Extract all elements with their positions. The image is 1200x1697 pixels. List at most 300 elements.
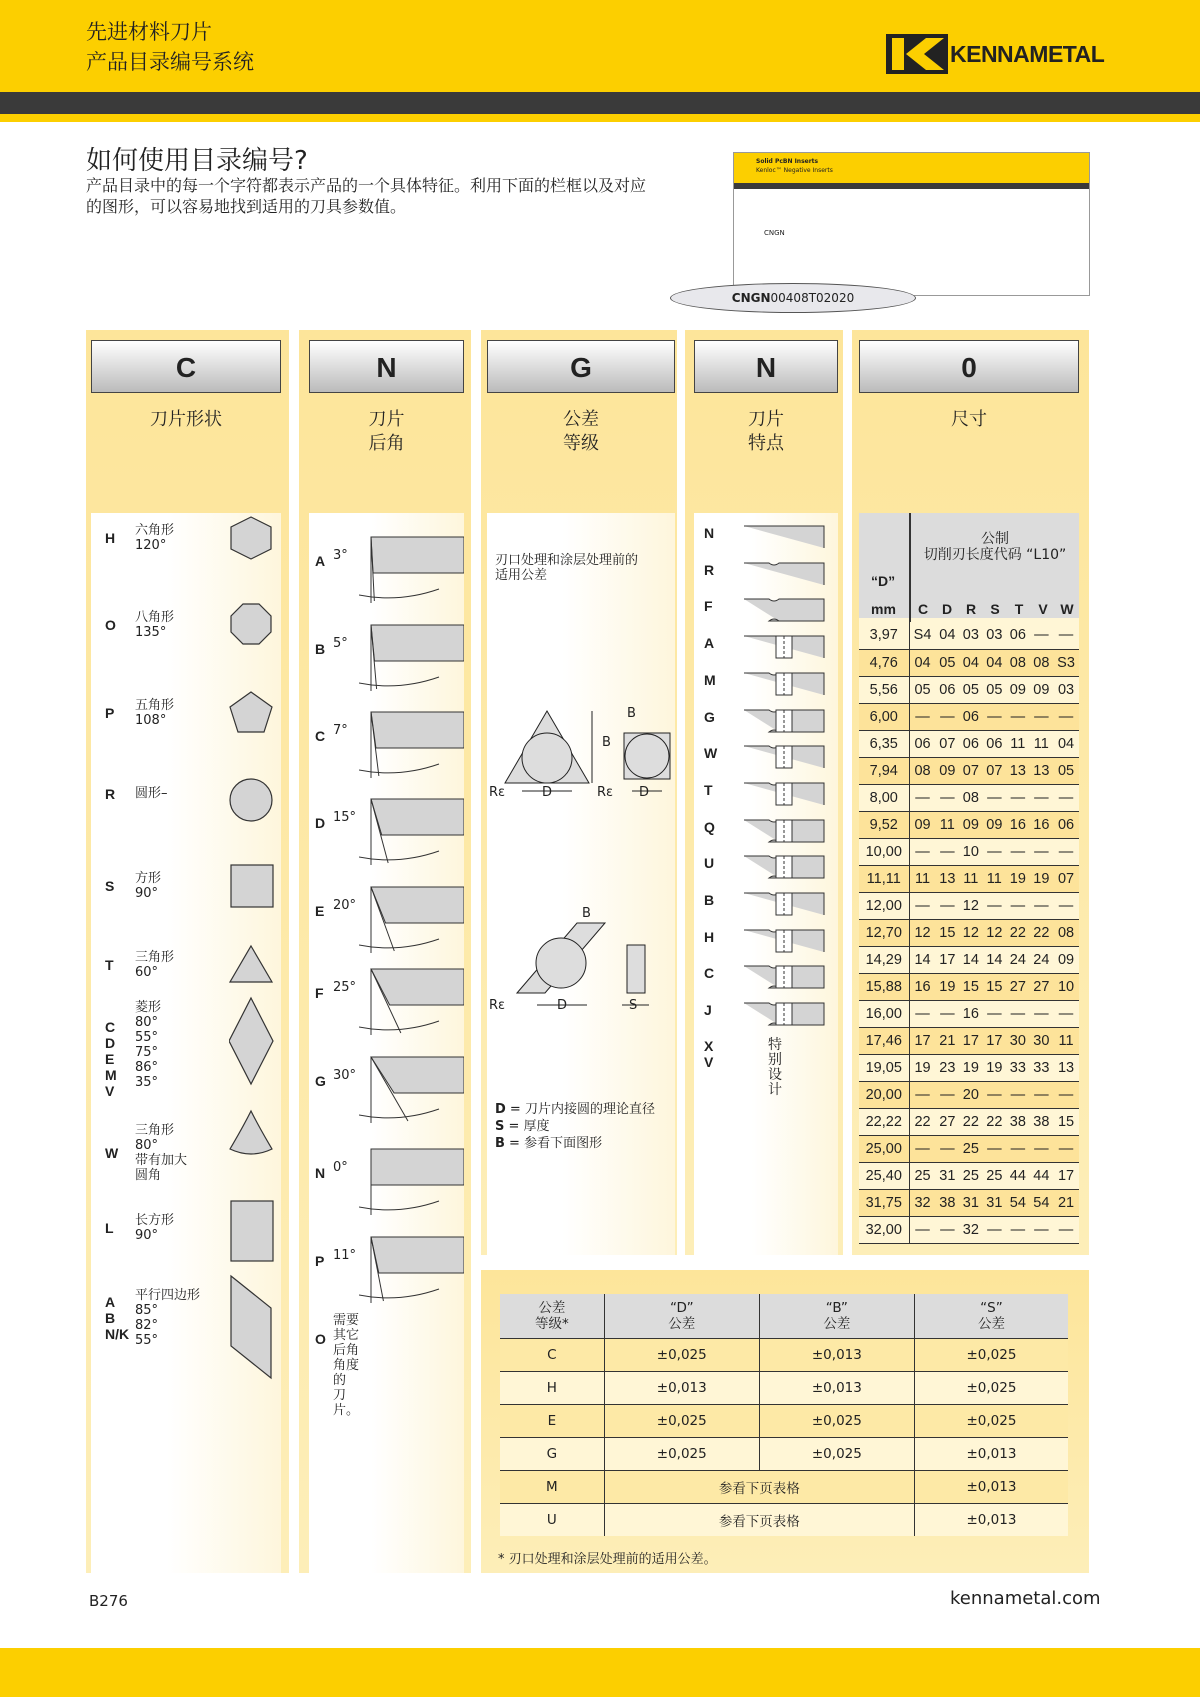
letter-box-features: N bbox=[694, 340, 838, 393]
cell: 07 bbox=[936, 730, 960, 757]
header-title: 先进材料刀片 bbox=[86, 20, 212, 44]
cell: 25 bbox=[983, 1162, 1007, 1189]
cell: ±0,025 bbox=[914, 1371, 1068, 1404]
cell: U bbox=[500, 1503, 604, 1536]
dim-d-label-3: D bbox=[557, 998, 568, 1013]
shape-panel bbox=[91, 513, 281, 1573]
cell: — bbox=[1053, 838, 1079, 865]
trigon-icon bbox=[229, 1109, 275, 1159]
cell: 参看下页表格 bbox=[604, 1503, 914, 1536]
feature-section-icon bbox=[744, 743, 826, 777]
cell: — bbox=[1030, 703, 1054, 730]
cell: 33 bbox=[1030, 1054, 1054, 1081]
rectangle-icon bbox=[229, 1199, 275, 1269]
d-value: 14,29 bbox=[859, 946, 909, 973]
cell: 11 bbox=[959, 865, 983, 892]
column-header: “B” 公差 bbox=[759, 1294, 914, 1338]
cell: — bbox=[983, 1000, 1007, 1027]
octagon-icon bbox=[229, 602, 275, 652]
feature-item-F bbox=[694, 596, 838, 626]
cell: — bbox=[909, 1000, 936, 1027]
cell: 09 bbox=[983, 811, 1007, 838]
legend-item bbox=[495, 1118, 655, 1135]
cell: 04 bbox=[983, 649, 1007, 676]
cell: 19 bbox=[1006, 865, 1030, 892]
cell: — bbox=[909, 1135, 936, 1162]
dim-d-label-2: D bbox=[639, 785, 650, 800]
cell: ±0,025 bbox=[759, 1404, 914, 1437]
cell: 07 bbox=[983, 757, 1007, 784]
table-row bbox=[859, 1108, 1079, 1135]
dim-r-label-2: Rε bbox=[597, 785, 614, 800]
table-row bbox=[859, 1081, 1079, 1108]
cell: 11 bbox=[1030, 730, 1054, 757]
cell: 11 bbox=[1006, 730, 1030, 757]
feature-code: C bbox=[704, 965, 715, 982]
shape-code: W bbox=[105, 1145, 119, 1161]
clearance-angle: 11° bbox=[333, 1248, 357, 1263]
cell: 31 bbox=[959, 1189, 983, 1216]
clearance-angle: 7° bbox=[333, 723, 348, 738]
cell: 11 bbox=[909, 865, 936, 892]
pentagon-icon bbox=[229, 690, 275, 740]
table-row bbox=[500, 1371, 1068, 1404]
d-value: 17,46 bbox=[859, 1027, 909, 1054]
dim-b-label-2: B bbox=[627, 706, 636, 721]
d-value: 20,00 bbox=[859, 1081, 909, 1108]
cell: ±0,013 bbox=[604, 1371, 759, 1404]
dim-d-label: D bbox=[542, 785, 553, 800]
cell: 16 bbox=[959, 1000, 983, 1027]
legend-value: = 刀片内接圆的理论直径 bbox=[505, 1102, 655, 1117]
shape-name: 六角形 120° bbox=[135, 523, 175, 553]
column-header: 公差 等级* bbox=[500, 1294, 604, 1338]
cell: 15 bbox=[936, 919, 960, 946]
circle-icon bbox=[229, 778, 275, 828]
letter-box-size: 0 bbox=[859, 340, 1079, 393]
legend-key: S bbox=[495, 1119, 505, 1134]
clearance-item-C bbox=[309, 688, 464, 773]
cell: 27 bbox=[1006, 973, 1030, 1000]
cell: — bbox=[1006, 784, 1030, 811]
cell: 04 bbox=[959, 649, 983, 676]
legend-item bbox=[495, 1101, 655, 1118]
feature-code: W bbox=[704, 745, 718, 762]
cell: — bbox=[1053, 1216, 1079, 1243]
table-row bbox=[859, 1216, 1079, 1243]
feature-item-B bbox=[694, 890, 838, 920]
cell: 09 bbox=[959, 811, 983, 838]
d-value: 15,88 bbox=[859, 973, 909, 1000]
cell: C bbox=[500, 1338, 604, 1371]
feature-code: X V bbox=[704, 1038, 714, 1070]
label-size: 尺寸 bbox=[951, 409, 987, 430]
cell: 31 bbox=[983, 1189, 1007, 1216]
cell: 17 bbox=[936, 946, 960, 973]
d-value: 16,00 bbox=[859, 1000, 909, 1027]
feature-special-text: 特别 设计 bbox=[768, 1037, 782, 1098]
cell: 12 bbox=[983, 919, 1007, 946]
cell: 54 bbox=[1006, 1189, 1030, 1216]
cell: — bbox=[983, 1081, 1007, 1108]
dim-r-label-3: Rε bbox=[489, 998, 506, 1013]
cell: 07 bbox=[1053, 865, 1079, 892]
d-value: 32,00 bbox=[859, 1216, 909, 1243]
shape-code: L bbox=[105, 1220, 114, 1236]
cell: 32 bbox=[959, 1216, 983, 1243]
dim-b-label: B bbox=[602, 735, 611, 750]
table-row bbox=[500, 1437, 1068, 1470]
clearance-other-text: 需要其它 后角角度的 刀片。 bbox=[333, 1313, 360, 1418]
cell: — bbox=[983, 838, 1007, 865]
d-value: 25,00 bbox=[859, 1135, 909, 1162]
feature-code: U bbox=[704, 855, 715, 872]
d-value: 22,22 bbox=[859, 1108, 909, 1135]
catalog-number-callout bbox=[670, 283, 916, 313]
cell: 15 bbox=[959, 973, 983, 1000]
tolerance-table bbox=[500, 1294, 1068, 1536]
clearance-code: B bbox=[315, 641, 326, 657]
clearance-item-E bbox=[309, 863, 464, 948]
feature-section-icon bbox=[744, 596, 826, 630]
table-row bbox=[859, 703, 1079, 730]
cell: ±0,025 bbox=[604, 1404, 759, 1437]
kennametal-k-icon bbox=[886, 34, 948, 74]
metric-col-header: V bbox=[1038, 601, 1048, 617]
cell: — bbox=[983, 784, 1007, 811]
cell: 19 bbox=[983, 1054, 1007, 1081]
table-row bbox=[859, 622, 1079, 649]
cell: — bbox=[936, 1081, 960, 1108]
header-yellow-stripe bbox=[0, 114, 1200, 122]
clearance-code: D bbox=[315, 815, 326, 831]
shape-code: O bbox=[105, 617, 116, 633]
page-heading: 如何使用目录编号? bbox=[86, 146, 308, 176]
cell: 05 bbox=[983, 676, 1007, 703]
kennametal-logo bbox=[886, 34, 1104, 74]
column-header: “S” 公差 bbox=[914, 1294, 1068, 1338]
metric-col-header: W bbox=[1060, 601, 1074, 617]
feature-section-icon bbox=[744, 1000, 826, 1034]
feature-code: G bbox=[704, 708, 715, 725]
shape-code: C D E M V bbox=[105, 1019, 117, 1099]
triangle-square-diagram bbox=[487, 703, 675, 793]
cell: 19 bbox=[1030, 865, 1054, 892]
cell: 32 bbox=[909, 1189, 936, 1216]
tolerance-panel bbox=[487, 513, 675, 1255]
cell: 17 bbox=[959, 1027, 983, 1054]
table-row bbox=[859, 649, 1079, 676]
cell: 15 bbox=[1053, 1108, 1079, 1135]
feature-item-A bbox=[694, 633, 838, 663]
cell: 38 bbox=[936, 1189, 960, 1216]
cell: 09 bbox=[909, 811, 936, 838]
cell: 12 bbox=[959, 919, 983, 946]
clearance-item-N bbox=[309, 1125, 464, 1210]
clearance-code: A bbox=[315, 553, 326, 569]
shape-name: 三角形 60° bbox=[135, 950, 175, 980]
cell: 21 bbox=[1053, 1189, 1079, 1216]
cell: — bbox=[1030, 1216, 1054, 1243]
shape-name: 方形 90° bbox=[135, 871, 162, 901]
feature-code: J bbox=[704, 1002, 712, 1019]
catalog-page-thumbnail bbox=[733, 152, 1090, 296]
clearance-angle: 3° bbox=[333, 548, 348, 563]
cell: 38 bbox=[1006, 1108, 1030, 1135]
cell: 06 bbox=[1006, 622, 1030, 649]
feature-section-icon bbox=[744, 780, 826, 814]
feature-code: H bbox=[704, 928, 715, 945]
cell: 11 bbox=[1053, 1027, 1079, 1054]
table-row bbox=[859, 730, 1079, 757]
cell: 14 bbox=[959, 946, 983, 973]
feature-item-N bbox=[694, 523, 838, 553]
clearance-angle: 30° bbox=[333, 1068, 357, 1083]
feature-item-M bbox=[694, 670, 838, 700]
label-shape: 刀片形状 bbox=[150, 409, 222, 430]
feature-section-icon bbox=[744, 560, 826, 594]
table-row bbox=[859, 1135, 1079, 1162]
cell: 25 bbox=[909, 1162, 936, 1189]
tolerance-legend bbox=[495, 1101, 655, 1152]
clearance-code: N bbox=[315, 1165, 326, 1181]
cell: 17 bbox=[909, 1027, 936, 1054]
cell: 16 bbox=[909, 973, 936, 1000]
cell: 22 bbox=[909, 1108, 936, 1135]
cell: 23 bbox=[936, 1054, 960, 1081]
cell: 15 bbox=[983, 973, 1007, 1000]
cell: ±0,025 bbox=[604, 1437, 759, 1470]
table-row bbox=[859, 1027, 1079, 1054]
cell: 22 bbox=[1006, 919, 1030, 946]
clearance-code: P bbox=[315, 1253, 325, 1269]
cell: 17 bbox=[1053, 1162, 1079, 1189]
cell: — bbox=[1053, 892, 1079, 919]
d-value: 11,11 bbox=[859, 865, 909, 892]
hexagon-icon bbox=[229, 515, 275, 565]
table-row bbox=[859, 838, 1079, 865]
cell: — bbox=[909, 1216, 936, 1243]
cell: 25 bbox=[959, 1135, 983, 1162]
cell: G bbox=[500, 1437, 604, 1470]
cell: 06 bbox=[1053, 811, 1079, 838]
clearance-angle: 20° bbox=[333, 898, 357, 913]
label-clearance: 刀片 后角 bbox=[368, 409, 405, 454]
cell: — bbox=[1053, 1135, 1079, 1162]
cell: 07 bbox=[959, 757, 983, 784]
cell: — bbox=[1053, 784, 1079, 811]
thumb-section: CNGN bbox=[764, 229, 785, 237]
d-value: 6,00 bbox=[859, 703, 909, 730]
cell: — bbox=[1053, 622, 1079, 649]
feature-section-icon bbox=[744, 670, 826, 704]
cell: 04 bbox=[936, 622, 960, 649]
clearance-angle: 15° bbox=[333, 810, 357, 825]
d-value: 31,75 bbox=[859, 1189, 909, 1216]
cell: 05 bbox=[936, 649, 960, 676]
tolerance-note: 刃口处理和涂层处理前的 适用公差 bbox=[495, 553, 639, 583]
feature-item-J bbox=[694, 1000, 838, 1030]
d-label: “D” bbox=[871, 573, 896, 589]
d-value: 4,76 bbox=[859, 649, 909, 676]
cell: — bbox=[1053, 703, 1079, 730]
d-value: 10,00 bbox=[859, 838, 909, 865]
cell: — bbox=[909, 838, 936, 865]
cell: 44 bbox=[1030, 1162, 1054, 1189]
legend-value: = 参看下面图形 bbox=[504, 1136, 603, 1151]
cell: — bbox=[909, 703, 936, 730]
d-value: 12,70 bbox=[859, 919, 909, 946]
cell: — bbox=[1030, 784, 1054, 811]
feature-section-icon bbox=[744, 633, 826, 667]
cell: 11 bbox=[936, 811, 960, 838]
cell: 08 bbox=[909, 757, 936, 784]
table-row bbox=[859, 1000, 1079, 1027]
brand-name: KENNAMETAL bbox=[950, 40, 1105, 67]
letter-box-shape: C bbox=[91, 340, 281, 393]
cell: 22 bbox=[983, 1108, 1007, 1135]
cell: S3 bbox=[1053, 649, 1079, 676]
cell: — bbox=[1006, 892, 1030, 919]
clearance-angle-icon bbox=[359, 1233, 464, 1312]
cell: — bbox=[1053, 1081, 1079, 1108]
cell: ±0,025 bbox=[604, 1338, 759, 1371]
rhombus-icon bbox=[229, 996, 275, 1092]
feature-code: M bbox=[704, 671, 716, 688]
header-dark-bar bbox=[0, 92, 1200, 114]
cell: 30 bbox=[1030, 1027, 1054, 1054]
cell: ±0,013 bbox=[914, 1470, 1068, 1503]
table-row bbox=[859, 1189, 1079, 1216]
cell: 54 bbox=[1030, 1189, 1054, 1216]
cell: 44 bbox=[1006, 1162, 1030, 1189]
cell: — bbox=[1030, 1000, 1054, 1027]
cell: 19 bbox=[936, 973, 960, 1000]
cell: 09 bbox=[1030, 676, 1054, 703]
thumb-subtitle: Kenloc™ Negative Inserts bbox=[756, 167, 833, 174]
dim-b-label-3: B bbox=[582, 906, 591, 921]
cell: — bbox=[1006, 1135, 1030, 1162]
table-row bbox=[859, 784, 1079, 811]
clearance-panel bbox=[309, 513, 464, 1573]
cell: 05 bbox=[1053, 757, 1079, 784]
cell: ±0,013 bbox=[759, 1371, 914, 1404]
column-header: “D” 公差 bbox=[604, 1294, 759, 1338]
cell: — bbox=[936, 1216, 960, 1243]
feature-item-W bbox=[694, 743, 838, 773]
cell: 12 bbox=[959, 892, 983, 919]
table-row bbox=[859, 757, 1079, 784]
cell: 13 bbox=[1006, 757, 1030, 784]
cell: 12 bbox=[909, 919, 936, 946]
cell: — bbox=[936, 892, 960, 919]
cell: ±0,025 bbox=[759, 1437, 914, 1470]
d-value: 8,00 bbox=[859, 784, 909, 811]
cell: 03 bbox=[959, 622, 983, 649]
feature-item-C bbox=[694, 963, 838, 993]
feature-code: B bbox=[704, 892, 715, 908]
table-row bbox=[859, 892, 1079, 919]
label-tolerance: 公差 等级 bbox=[563, 409, 599, 454]
features-panel bbox=[694, 513, 838, 1255]
cell: — bbox=[1006, 1000, 1030, 1027]
cell: 参看下页表格 bbox=[604, 1470, 914, 1503]
metric-col-header: R bbox=[965, 601, 977, 617]
cell: 19 bbox=[959, 1054, 983, 1081]
website-link[interactable]: kennametal.com bbox=[950, 1588, 1101, 1609]
cell: 24 bbox=[1030, 946, 1054, 973]
cell: M bbox=[500, 1470, 604, 1503]
cell: 16 bbox=[1006, 811, 1030, 838]
d-value: 3,97 bbox=[859, 622, 909, 649]
cell: 08 bbox=[1006, 649, 1030, 676]
footer-band bbox=[0, 1648, 1200, 1697]
table-row bbox=[500, 1338, 1068, 1371]
clearance-item-A bbox=[309, 513, 464, 598]
cell: ±0,013 bbox=[759, 1338, 914, 1371]
cell: — bbox=[1030, 622, 1054, 649]
shape-code: A B N/K bbox=[105, 1294, 130, 1342]
cell: 30 bbox=[1006, 1027, 1030, 1054]
cell: — bbox=[909, 892, 936, 919]
cell: 14 bbox=[983, 946, 1007, 973]
intro-text: 产品目录中的每一个字符都表示产品的一个具体特征。利用下面的栏框以及对应的图形，可以容易地找到适用的刀具参数值。 bbox=[86, 176, 647, 216]
cell: 08 bbox=[959, 784, 983, 811]
cell: 06 bbox=[983, 730, 1007, 757]
shape-name: 五角形 108° bbox=[135, 698, 175, 728]
d-value: 7,94 bbox=[859, 757, 909, 784]
cell: — bbox=[983, 1135, 1007, 1162]
table-row bbox=[500, 1470, 1068, 1503]
clearance-angle: 0° bbox=[333, 1160, 348, 1175]
shape-code: H bbox=[105, 530, 116, 546]
cell: 22 bbox=[1030, 919, 1054, 946]
legend-value: = 厚度 bbox=[504, 1119, 550, 1134]
clearance-code: C bbox=[315, 728, 326, 744]
cell: 13 bbox=[936, 865, 960, 892]
rhombus-diagram bbox=[487, 913, 675, 1013]
metric-col-header: T bbox=[1014, 601, 1024, 617]
feature-item-H bbox=[694, 927, 838, 957]
cell: 19 bbox=[909, 1054, 936, 1081]
cell: 17 bbox=[983, 1027, 1007, 1054]
metric-col-header: S bbox=[990, 601, 1000, 617]
shape-code: S bbox=[105, 878, 115, 894]
cell: — bbox=[936, 1135, 960, 1162]
cell: 10 bbox=[1053, 973, 1079, 1000]
shape-code: P bbox=[105, 705, 115, 721]
cell: 06 bbox=[936, 676, 960, 703]
clearance-code: O bbox=[315, 1331, 326, 1347]
cell: 08 bbox=[1030, 649, 1054, 676]
cell: 03 bbox=[983, 622, 1007, 649]
cell: 03 bbox=[1053, 676, 1079, 703]
shape-name: 长方形 90° bbox=[135, 1213, 175, 1243]
feature-section-icon bbox=[744, 890, 826, 924]
metric-table bbox=[859, 622, 1079, 1244]
cell: S4 bbox=[909, 622, 936, 649]
cell: — bbox=[936, 1000, 960, 1027]
d-value: 6,35 bbox=[859, 730, 909, 757]
feature-code: Q bbox=[704, 818, 715, 835]
cell: — bbox=[936, 703, 960, 730]
clearance-item-D bbox=[309, 775, 464, 860]
header-subtitle: 产品目录编号系统 bbox=[86, 50, 254, 74]
feature-section-icon bbox=[744, 523, 826, 557]
cell: — bbox=[1006, 1216, 1030, 1243]
clearance-angle: 5° bbox=[333, 636, 348, 651]
cell: — bbox=[936, 838, 960, 865]
